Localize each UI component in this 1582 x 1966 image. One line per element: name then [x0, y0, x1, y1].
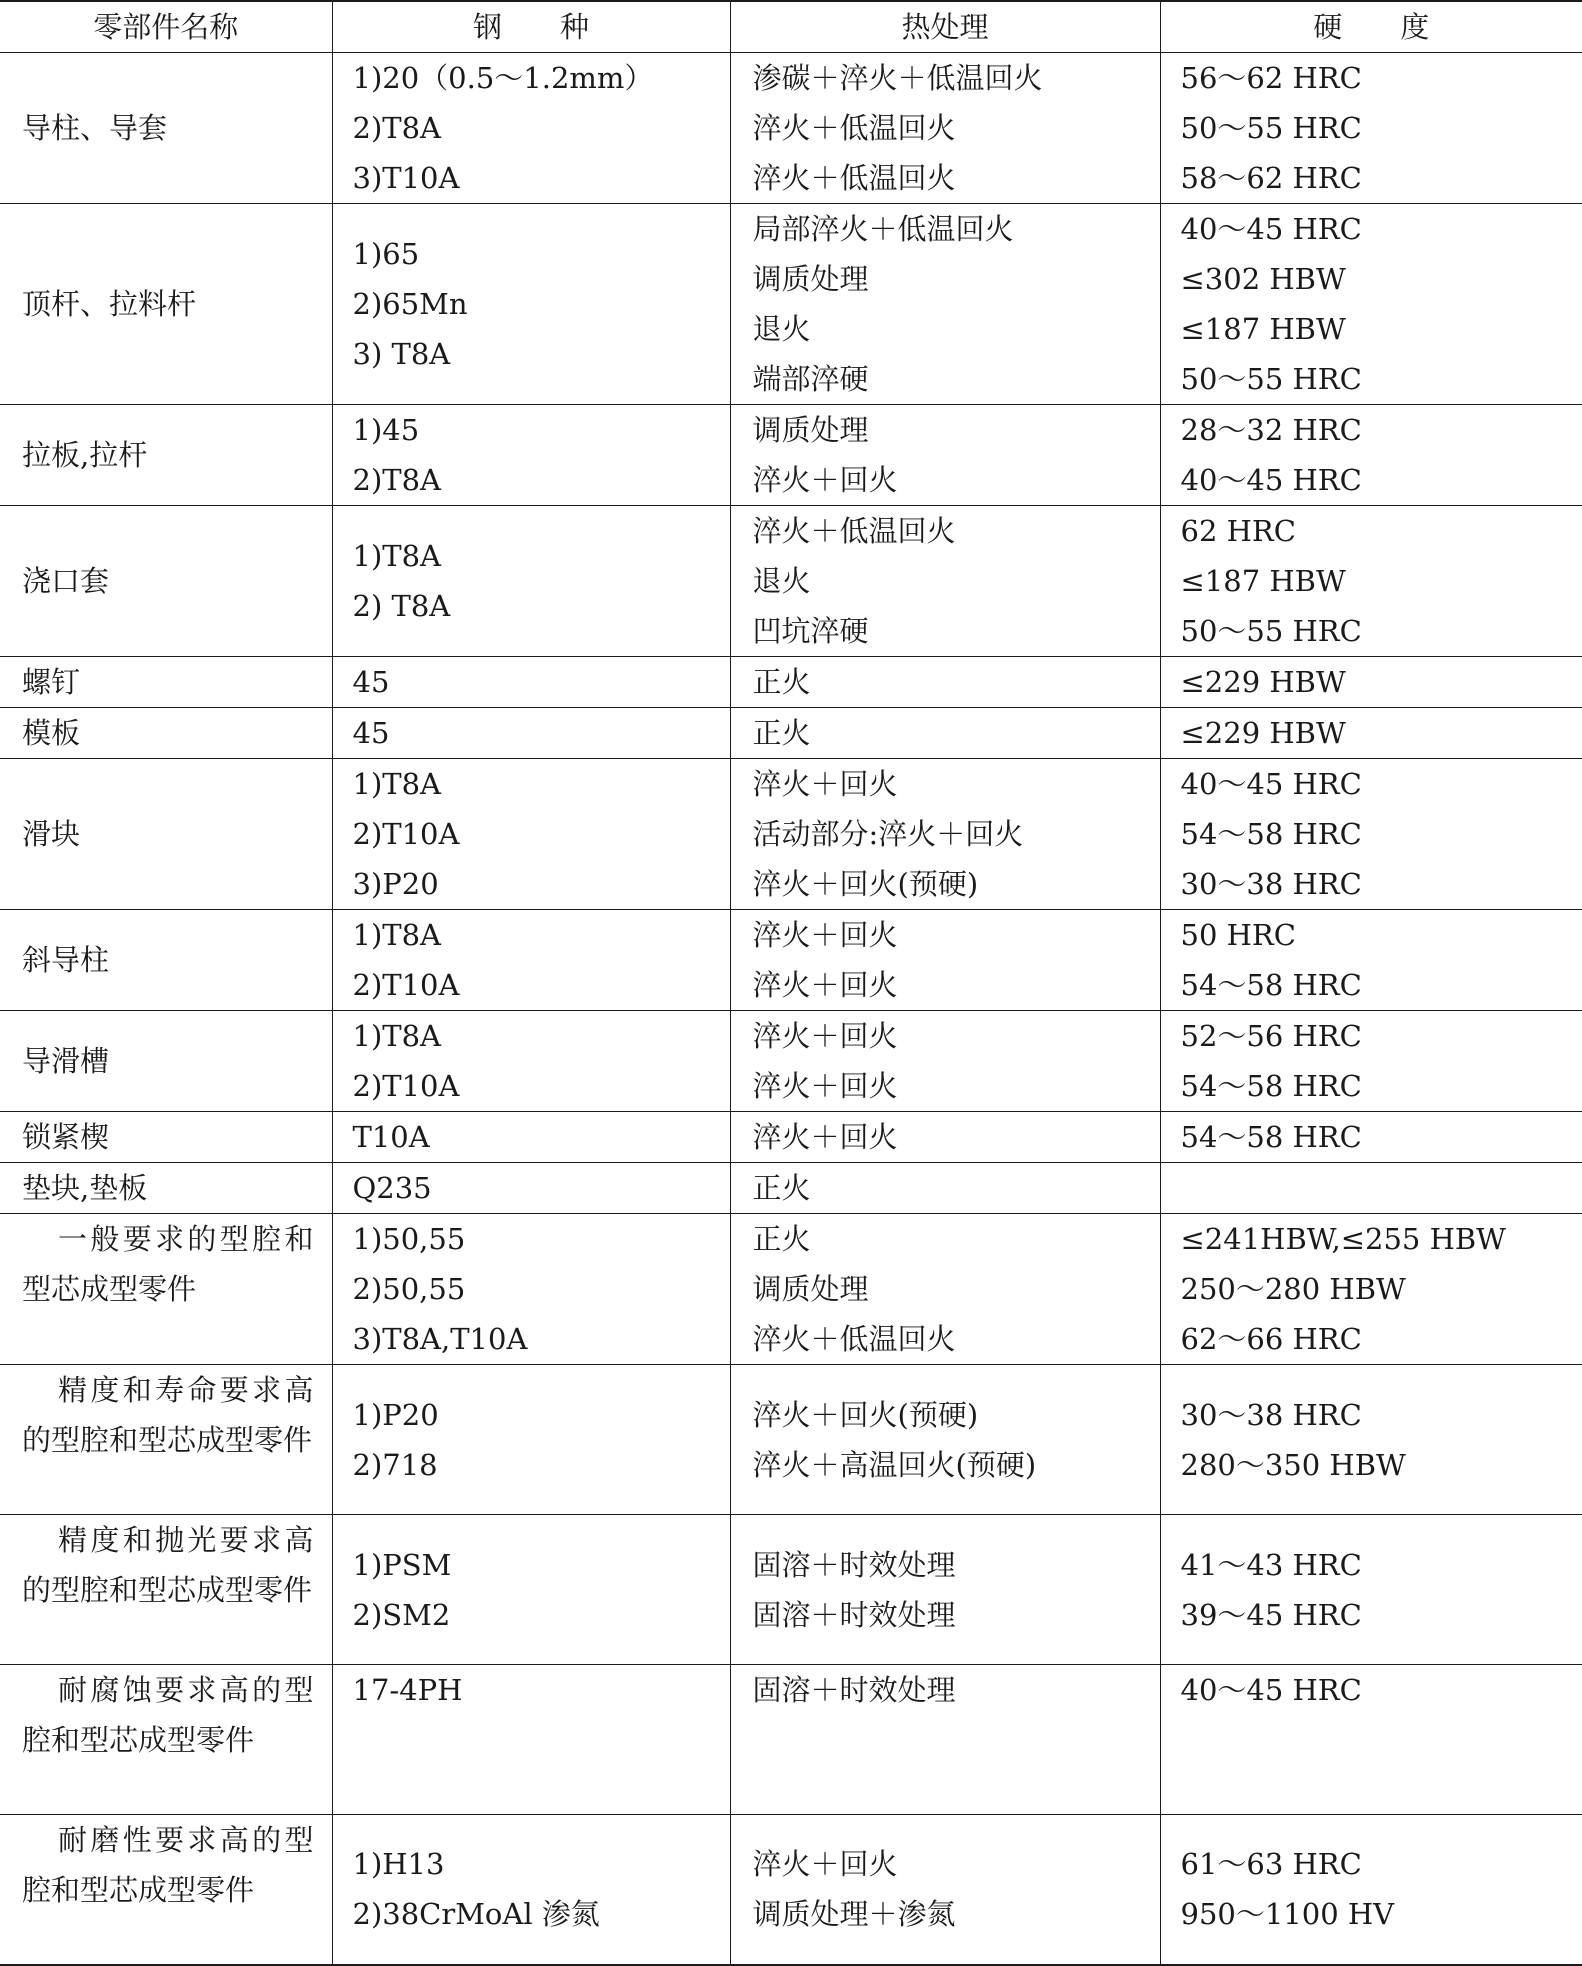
treatment-line: 淬火＋回火	[753, 910, 1160, 960]
part-name-cell: 导滑槽	[0, 1011, 332, 1112]
hardness-cell	[1160, 405, 1582, 506]
steel-line: 1)H13	[353, 1839, 730, 1889]
hardness-line: 62～66 HRC	[1181, 1314, 1582, 1364]
steel-line: 1)T8A	[353, 531, 730, 581]
treatment-line: 淬火＋高温回火(预硬)	[753, 1440, 1160, 1490]
steel-line: 2)50,55	[353, 1264, 730, 1314]
hardness-line: ≤187 HBW	[1181, 556, 1582, 606]
steel-line: 3)T10A	[353, 153, 730, 203]
hardness-cell	[1160, 1163, 1582, 1214]
treatment-line: 淬火＋回火	[753, 1011, 1160, 1061]
header-steel: 钢 种	[332, 1, 730, 53]
treatment-line: 渗碳＋淬火＋低温回火	[753, 53, 1160, 103]
treatment-line: 正火	[753, 708, 1160, 758]
hardness-line: 58～62 HRC	[1181, 153, 1582, 203]
treatment-line: 淬火＋回火(预硬)	[753, 1390, 1160, 1440]
treatment-line: 淬火＋低温回火	[753, 103, 1160, 153]
steel-line: 1)PSM	[353, 1540, 730, 1590]
treatment-cell	[730, 204, 1160, 405]
steel-line: 2) T8A	[353, 581, 730, 631]
hardness-cell	[1160, 1011, 1582, 1112]
steel-line: 2)38CrMoAl 渗氮	[353, 1889, 730, 1939]
hardness-line: 950～1100 HV	[1181, 1889, 1582, 1939]
treatment-line: 淬火＋回火	[753, 960, 1160, 1010]
steel-line: 2)SM2	[353, 1590, 730, 1640]
table-row	[0, 53, 1582, 204]
treatment-line: 正火	[753, 1214, 1160, 1264]
part-name-cell: 锁紧楔	[0, 1112, 332, 1163]
treatment-cell	[730, 910, 1160, 1011]
steel-line: 2)T8A	[353, 103, 730, 153]
treatment-line: 局部淬火＋低温回火	[753, 204, 1160, 254]
hardness-line: 52～56 HRC	[1181, 1011, 1582, 1061]
part-name-cell: 耐腐蚀要求高的型腔和型芯成型零件	[0, 1665, 332, 1815]
steel-line: 1)50,55	[353, 1214, 730, 1264]
steel-line: 3) T8A	[353, 329, 730, 379]
steel-line: 45	[353, 708, 730, 758]
part-name-cell: 精度和抛光要求高的型腔和型芯成型零件	[0, 1515, 332, 1665]
steel-line: 1)20（0.5～1.2mm）	[353, 53, 730, 103]
treatment-line: 退火	[753, 556, 1160, 606]
treatment-cell	[730, 759, 1160, 910]
hardness-cell	[1160, 1112, 1582, 1163]
treatment-line: 正火	[753, 1163, 1160, 1213]
treatment-cell	[730, 708, 1160, 759]
part-name-cell: 导柱、导套	[0, 53, 332, 204]
hardness-line: 41～43 HRC	[1181, 1540, 1582, 1590]
steel-line: 1)T8A	[353, 1011, 730, 1061]
hardness-line: 30～38 HRC	[1181, 1390, 1582, 1440]
part-name-cell: 螺钉	[0, 657, 332, 708]
steel-line: 1)P20	[353, 1390, 730, 1440]
treatment-line: 淬火＋低温回火	[753, 1314, 1160, 1364]
part-name-cell: 拉板,拉杆	[0, 405, 332, 506]
treatment-cell	[730, 1515, 1160, 1665]
treatment-line: 调质处理	[753, 405, 1160, 455]
table-body	[0, 53, 1582, 1965]
table-row	[0, 708, 1582, 759]
steel-line: 2)T10A	[353, 1061, 730, 1111]
table-row	[0, 1815, 1582, 1965]
part-name-cell: 一般要求的型腔和型芯成型零件	[0, 1214, 332, 1365]
steel-cell	[332, 657, 730, 708]
hardness-line: 50～55 HRC	[1181, 606, 1582, 656]
hardness-line: 280～350 HBW	[1181, 1440, 1582, 1490]
table-row	[0, 657, 1582, 708]
steel-line: 1)45	[353, 405, 730, 455]
steel-cell	[332, 1365, 730, 1515]
treatment-line: 淬火＋回火	[753, 1112, 1160, 1162]
part-name-cell: 浇口套	[0, 506, 332, 657]
hardness-cell	[1160, 708, 1582, 759]
treatment-line: 固溶＋时效处理	[753, 1590, 1160, 1640]
steel-cell	[332, 1515, 730, 1665]
treatment-cell	[730, 405, 1160, 506]
header-row	[0, 1, 1582, 53]
treatment-line: 调质处理＋渗氮	[753, 1889, 1160, 1939]
hardness-line: ≤229 HBW	[1181, 657, 1582, 707]
hardness-cell	[1160, 759, 1582, 910]
hardness-line: 61～63 HRC	[1181, 1839, 1582, 1889]
hardness-line: 39～45 HRC	[1181, 1590, 1582, 1640]
hardness-line: ≤229 HBW	[1181, 708, 1582, 758]
hardness-line: 40～45 HRC	[1181, 455, 1582, 505]
hardness-cell	[1160, 657, 1582, 708]
treatment-line: 淬火＋低温回火	[753, 153, 1160, 203]
steel-cell	[332, 1665, 730, 1815]
part-name-cell: 顶杆、拉料杆	[0, 204, 332, 405]
steel-line: 2)T10A	[353, 809, 730, 859]
treatment-line: 淬火＋回火	[753, 455, 1160, 505]
table-row	[0, 1665, 1582, 1815]
treatment-cell	[730, 1214, 1160, 1365]
header-treatment: 热处理	[730, 1, 1160, 53]
treatment-line: 调质处理	[753, 254, 1160, 304]
hardness-cell	[1160, 53, 1582, 204]
steel-line: 2)65Mn	[353, 279, 730, 329]
treatment-line: 淬火＋低温回火	[753, 506, 1160, 556]
hardness-line: 54～58 HRC	[1181, 960, 1582, 1010]
hardness-line: ≤241HBW,≤255 HBW	[1181, 1214, 1582, 1264]
treatment-cell	[730, 657, 1160, 708]
treatment-line: 凹坑淬硬	[753, 606, 1160, 656]
hardness-line: 54～58 HRC	[1181, 1112, 1582, 1162]
table-row	[0, 1011, 1582, 1112]
treatment-cell	[730, 1011, 1160, 1112]
header-hardness: 硬 度	[1160, 1, 1582, 53]
treatment-line: 活动部分:淬火＋回火	[753, 809, 1160, 859]
hardness-cell	[1160, 1214, 1582, 1365]
steel-line: 3)T8A,T10A	[353, 1314, 730, 1364]
treatment-cell	[730, 1112, 1160, 1163]
steel-line: 2)T8A	[353, 455, 730, 505]
steel-line: 2)T10A	[353, 960, 730, 1010]
steel-cell	[332, 1163, 730, 1214]
hardness-line: 50 HRC	[1181, 910, 1582, 960]
table-row	[0, 204, 1582, 405]
hardness-line: 56～62 HRC	[1181, 53, 1582, 103]
treatment-line: 调质处理	[753, 1264, 1160, 1314]
steel-line: 1)T8A	[353, 910, 730, 960]
steel-cell	[332, 1112, 730, 1163]
treatment-line: 淬火＋回火	[753, 1061, 1160, 1111]
steel-line: 2)718	[353, 1440, 730, 1490]
steel-cell	[332, 1011, 730, 1112]
part-name-cell: 模板	[0, 708, 332, 759]
treatment-line: 端部淬硬	[753, 354, 1160, 404]
hardness-line: 40～45 HRC	[1181, 1665, 1582, 1715]
steel-line: T10A	[353, 1112, 730, 1162]
header-part: 零部件名称	[0, 1, 332, 53]
hardness-line	[1181, 1163, 1582, 1213]
table-row	[0, 405, 1582, 506]
steel-cell	[332, 759, 730, 910]
hardness-line: 50～55 HRC	[1181, 103, 1582, 153]
part-name-cell: 滑块	[0, 759, 332, 910]
hardness-line: 250～280 HBW	[1181, 1264, 1582, 1314]
table-row	[0, 1365, 1582, 1515]
treatment-cell	[730, 1665, 1160, 1815]
treatment-line: 固溶＋时效处理	[753, 1540, 1160, 1590]
treatment-cell	[730, 1365, 1160, 1515]
hardness-line: ≤187 HBW	[1181, 304, 1582, 354]
steel-line: Q235	[353, 1163, 730, 1213]
table-row	[0, 1214, 1582, 1365]
hardness-cell	[1160, 1665, 1582, 1815]
table-row	[0, 759, 1582, 910]
hardness-cell	[1160, 1815, 1582, 1965]
table-row	[0, 1112, 1582, 1163]
part-name-cell: 耐磨性要求高的型腔和型芯成型零件	[0, 1815, 332, 1965]
steel-line: 45	[353, 657, 730, 707]
treatment-line: 固溶＋时效处理	[753, 1665, 1160, 1715]
steel-cell	[332, 204, 730, 405]
steel-cell	[332, 1214, 730, 1365]
treatment-line: 退火	[753, 304, 1160, 354]
part-name-cell: 垫块,垫板	[0, 1163, 332, 1214]
treatment-line: 正火	[753, 657, 1160, 707]
hardness-line: 54～58 HRC	[1181, 809, 1582, 859]
table-row	[0, 1163, 1582, 1214]
steel-cell	[332, 708, 730, 759]
hardness-line: 40～45 HRC	[1181, 759, 1582, 809]
hardness-line: 62 HRC	[1181, 506, 1582, 556]
treatment-line: 淬火＋回火	[753, 759, 1160, 809]
table-row	[0, 910, 1582, 1011]
hardness-cell	[1160, 1515, 1582, 1665]
steel-line: 3)P20	[353, 859, 730, 909]
treatment-cell	[730, 1163, 1160, 1214]
steel-line: 1)T8A	[353, 759, 730, 809]
steel-cell	[332, 53, 730, 204]
hardness-cell	[1160, 506, 1582, 657]
treatment-line: 淬火＋回火	[753, 1839, 1160, 1889]
hardness-cell	[1160, 204, 1582, 405]
steel-cell	[332, 506, 730, 657]
hardness-line: 30～38 HRC	[1181, 859, 1582, 909]
hardness-line: 28～32 HRC	[1181, 405, 1582, 455]
hardness-cell	[1160, 910, 1582, 1011]
treatment-cell	[730, 53, 1160, 204]
treatment-cell	[730, 506, 1160, 657]
treatment-cell	[730, 1815, 1160, 1965]
hardness-line: 40～45 HRC	[1181, 204, 1582, 254]
steel-cell	[332, 910, 730, 1011]
hardness-cell	[1160, 1365, 1582, 1515]
hardness-line: 54～58 HRC	[1181, 1061, 1582, 1111]
steel-cell	[332, 405, 730, 506]
table-row	[0, 506, 1582, 657]
table-row	[0, 1515, 1582, 1665]
treatment-line: 淬火＋回火(预硬)	[753, 859, 1160, 909]
steel-line: 1)65	[353, 229, 730, 279]
part-name-cell: 精度和寿命要求高的型腔和型芯成型零件	[0, 1365, 332, 1515]
steel-line: 17-4PH	[353, 1665, 730, 1715]
part-name-cell: 斜导柱	[0, 910, 332, 1011]
hardness-line: ≤302 HBW	[1181, 254, 1582, 304]
steel-cell	[332, 1815, 730, 1965]
hardness-line: 50～55 HRC	[1181, 354, 1582, 404]
